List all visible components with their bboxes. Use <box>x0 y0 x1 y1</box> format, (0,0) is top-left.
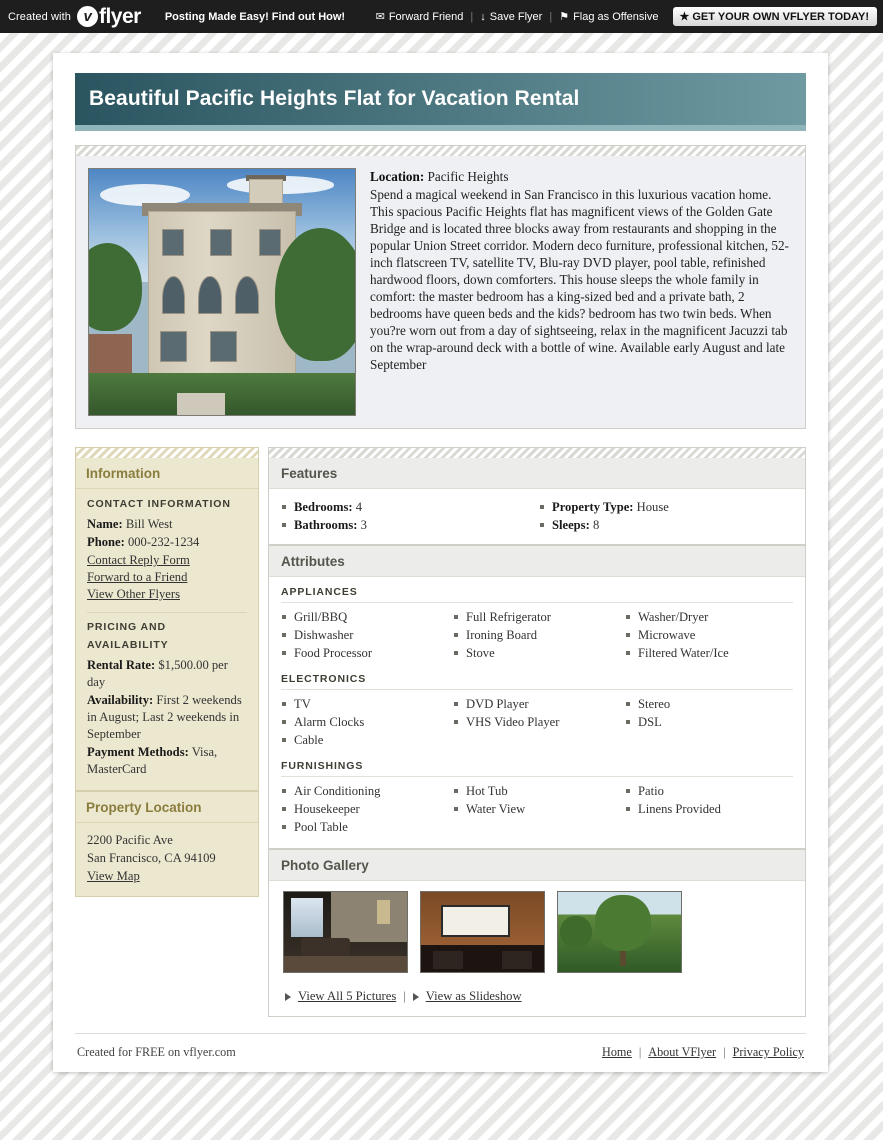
pricing-heading-line2: AVAILABILITY <box>87 639 169 651</box>
attribute-item: TV <box>281 695 449 713</box>
feature-label: Sleeps: <box>552 518 590 532</box>
save-flyer-label: Save Flyer <box>489 10 543 23</box>
features-body <box>269 489 805 544</box>
right-column <box>268 447 806 1017</box>
thumb-bush <box>560 916 592 948</box>
triangle-right-icon <box>285 993 291 1001</box>
flag-icon: ⚑ <box>559 11 570 23</box>
gallery-thumb-home-theater[interactable] <box>420 891 545 973</box>
attribute-item: Stereo <box>625 695 793 713</box>
footer-credit: Created for FREE on vflyer.com <box>77 1045 236 1059</box>
photo-arch-window <box>198 276 222 313</box>
features-hatch-strip <box>268 447 806 458</box>
gallery-thumb-garden-view[interactable] <box>557 891 682 973</box>
footer-about-link[interactable]: About VFlyer <box>648 1045 717 1059</box>
attribute-item: Grill/BBQ <box>281 608 449 626</box>
feature-item <box>281 516 535 534</box>
information-panel <box>75 458 259 791</box>
get-own-vflyer-button[interactable] <box>673 7 877 26</box>
rental-rate-value: $1,500.00 per day <box>87 658 228 689</box>
topbar-actions <box>369 7 883 26</box>
payment-methods-value: Visa, MasterCard <box>87 745 218 776</box>
contact-phone-row <box>87 534 247 551</box>
photo-walkway <box>177 393 225 415</box>
furnishings-grid <box>281 782 793 836</box>
furnishings-title: FURNISHINGS <box>281 760 793 777</box>
footer-links <box>602 1045 804 1060</box>
contact-name-label: Name: <box>87 517 123 531</box>
feature-value: 8 <box>592 518 600 532</box>
attribute-group-electronics <box>281 673 793 749</box>
attribute-item: Full Refrigerator <box>453 608 621 626</box>
feature-item <box>539 516 793 534</box>
contact-name-row <box>87 516 247 533</box>
address-line-1: 2200 Pacific Ave <box>87 833 173 847</box>
photo-arch-window <box>235 276 259 313</box>
vflyer-logo[interactable] <box>77 5 141 29</box>
star-icon: ★ <box>679 11 690 23</box>
page-title: Beautiful Pacific Heights Flat for Vacation Rental <box>89 87 580 110</box>
attribute-item: Ironing Board <box>453 626 621 644</box>
thumb-tree <box>595 895 652 951</box>
attribute-item: Filtered Water/Ice <box>625 644 793 662</box>
attribute-group-appliances <box>281 586 793 662</box>
feature-label: Bathrooms: <box>294 518 358 532</box>
photo-gallery-heading: Photo Gallery <box>269 850 805 881</box>
photo-door <box>210 331 236 362</box>
appliances-grid <box>281 608 793 662</box>
created-with-label: Created with <box>8 10 71 23</box>
flyer-sheet <box>53 53 828 1072</box>
feature-item <box>539 498 793 516</box>
view-other-flyers-link[interactable]: View Other Flyers <box>87 587 180 601</box>
flyer-title-banner <box>75 73 806 125</box>
electronics-title: ELECTRONICS <box>281 673 793 690</box>
contact-name-value: Bill West <box>125 517 173 531</box>
photo-window <box>160 331 186 362</box>
contact-phone-label: Phone: <box>87 535 125 549</box>
left-column <box>75 447 259 897</box>
appliances-title: APPLIANCES <box>281 586 793 603</box>
flag-offensive-label: Flag as Offensive <box>573 10 659 23</box>
footer-privacy-link[interactable]: Privacy Policy <box>732 1045 804 1059</box>
description-text: Spend a magical weekend in San Francisco in this luxurious vacation home. This spacious Pacific Heights flat has magnificent views of the Golden Gate Bridge and is located three blocks away from restaurants and shopping in the popular Union Street corridor. Modern deco furniture, professional kitchen, 52-inch flatscreen TV, satellite TV, Blu-ray DVD player, pool table, refinished hardwood floors, down comforters. This house sleeps the whole family in comfort: the master bedroom has a king-sized bed and a private bath, 2 bedrooms have queen beds and the kids? bedroom has two twin beds. When you?re worn out from a day of sightseeing, relax in the magnificent Jacuzzi tab on the wrap-around deck with a bottle of wine. Available early August and late September <box>370 187 789 372</box>
attribute-item: Microwave <box>625 626 793 644</box>
photo-house-facade <box>148 211 297 383</box>
footer-separator-2: | <box>723 1045 726 1059</box>
attribute-item: Linens Provided <box>625 800 793 818</box>
property-description-block <box>370 168 793 416</box>
vflyer-logo-text: flyer <box>98 4 141 28</box>
features-heading: Features <box>269 458 805 489</box>
feature-value: House <box>636 500 669 514</box>
photo-window <box>210 229 232 256</box>
photo-tree <box>275 228 356 361</box>
feature-label: Property Type: <box>552 500 634 514</box>
forward-friend-label: Forward Friend <box>388 10 464 23</box>
attribute-item: DVD Player <box>453 695 621 713</box>
thumb-wall <box>331 892 407 942</box>
attribute-item: Patio <box>625 782 793 800</box>
location-value: Pacific Heights <box>427 169 509 184</box>
availability-value: First 2 weekends in August; Last 2 weekends in September <box>87 693 242 741</box>
summary-hatch-strip <box>75 145 806 156</box>
rental-rate-row <box>87 657 247 691</box>
flag-offensive-link[interactable] <box>552 10 665 23</box>
contact-phone-value: 000-232-1234 <box>127 535 200 549</box>
thumb-lamp <box>377 900 389 924</box>
feature-value: 4 <box>355 500 362 514</box>
gallery-link-separator: | <box>403 989 406 1003</box>
summary-panel <box>75 156 806 429</box>
attributes-panel <box>268 545 806 849</box>
attribute-item: Stove <box>453 644 621 662</box>
attribute-item: Hot Tub <box>453 782 621 800</box>
thumb-screen <box>441 905 510 937</box>
payment-methods-row <box>87 744 247 778</box>
tagline: Posting Made Easy! Find out How! <box>164 10 346 23</box>
photo-window <box>259 229 281 256</box>
global-topbar <box>0 0 883 33</box>
vflyer-logo-mark: v <box>77 6 98 27</box>
thumb-sofa <box>301 938 350 956</box>
flyer-footer <box>75 1033 806 1072</box>
footer-home-link[interactable]: Home <box>602 1045 632 1059</box>
thumb-seat <box>433 951 463 969</box>
topbar-separator-1: | <box>470 10 474 23</box>
attribute-item: DSL <box>625 713 793 731</box>
contact-reply-form-link[interactable]: Contact Reply Form <box>87 553 190 567</box>
attribute-item: Water View <box>453 800 621 818</box>
location-label: Location: <box>370 169 425 184</box>
attribute-item: Air Conditioning <box>281 782 449 800</box>
information-body <box>76 489 258 790</box>
availability-label: Availability: <box>87 693 154 707</box>
branding <box>0 0 345 33</box>
view-all-pictures-link[interactable]: View All 5 Pictures <box>298 989 397 1003</box>
feature-value: 3 <box>360 518 367 532</box>
gallery-thumb-living-room[interactable] <box>283 891 408 973</box>
thumb-seat <box>502 951 532 969</box>
content-columns <box>75 447 806 1017</box>
download-arrow-icon: ↓ <box>480 10 486 23</box>
photo-brick-wall <box>89 334 132 373</box>
topbar-separator-2: | <box>549 10 553 23</box>
availability-row <box>87 692 247 743</box>
envelope-icon: ✉ <box>375 11 385 23</box>
feature-label: Bedrooms: <box>294 500 353 514</box>
features-panel <box>268 458 806 545</box>
features-grid <box>281 498 793 534</box>
gallery-thumbs <box>269 881 805 981</box>
thumb-rug <box>284 956 407 972</box>
rental-rate-label: Rental Rate: <box>87 658 156 672</box>
attribute-item: Cable <box>281 731 449 749</box>
triangle-right-icon <box>413 993 419 1001</box>
attribute-item: Housekeeper <box>281 800 449 818</box>
view-as-slideshow-link[interactable]: View as Slideshow <box>425 989 522 1003</box>
attribute-item: Food Processor <box>281 644 449 662</box>
information-hatch-strip <box>75 447 259 458</box>
photo-window <box>162 229 184 256</box>
forward-friend-link[interactable] <box>369 10 474 23</box>
address-line-2: San Francisco, CA 94109 <box>87 851 216 865</box>
attribute-item: VHS Video Player <box>453 713 621 731</box>
photo-arch-window <box>162 276 186 313</box>
footer-separator-1: | <box>638 1045 642 1059</box>
attribute-item: Washer/Dryer <box>625 608 793 626</box>
attribute-item: Dishwasher <box>281 626 449 644</box>
view-map-link[interactable]: View Map <box>87 869 140 883</box>
information-heading: Information <box>76 458 258 489</box>
gallery-links <box>269 981 805 1016</box>
main-property-photo[interactable] <box>88 168 356 416</box>
location-line <box>370 168 793 185</box>
attribute-item: Alarm Clocks <box>281 713 449 731</box>
property-location-heading: Property Location <box>76 792 258 823</box>
attribute-item: Pool Table <box>281 818 449 836</box>
property-location-panel <box>75 791 259 897</box>
attribute-group-furnishings <box>281 760 793 836</box>
attributes-heading: Attributes <box>269 546 805 577</box>
property-location-body <box>76 823 258 896</box>
electronics-grid <box>281 695 793 749</box>
payment-methods-label: Payment Methods: <box>87 745 189 759</box>
attributes-body <box>269 577 805 848</box>
forward-to-friend-link[interactable]: Forward to a Friend <box>87 570 188 584</box>
save-flyer-link[interactable] <box>473 11 549 23</box>
thumb-window <box>291 898 323 936</box>
get-own-vflyer-label: GET YOUR OWN VFLYER TODAY! <box>692 10 869 23</box>
title-underline <box>75 125 806 131</box>
feature-item <box>281 498 535 516</box>
contact-information-label: CONTACT INFORMATION <box>87 498 231 510</box>
pricing-heading-line1: PRICING AND <box>87 621 166 633</box>
information-divider <box>87 612 247 613</box>
photo-gallery-panel <box>268 849 806 1017</box>
